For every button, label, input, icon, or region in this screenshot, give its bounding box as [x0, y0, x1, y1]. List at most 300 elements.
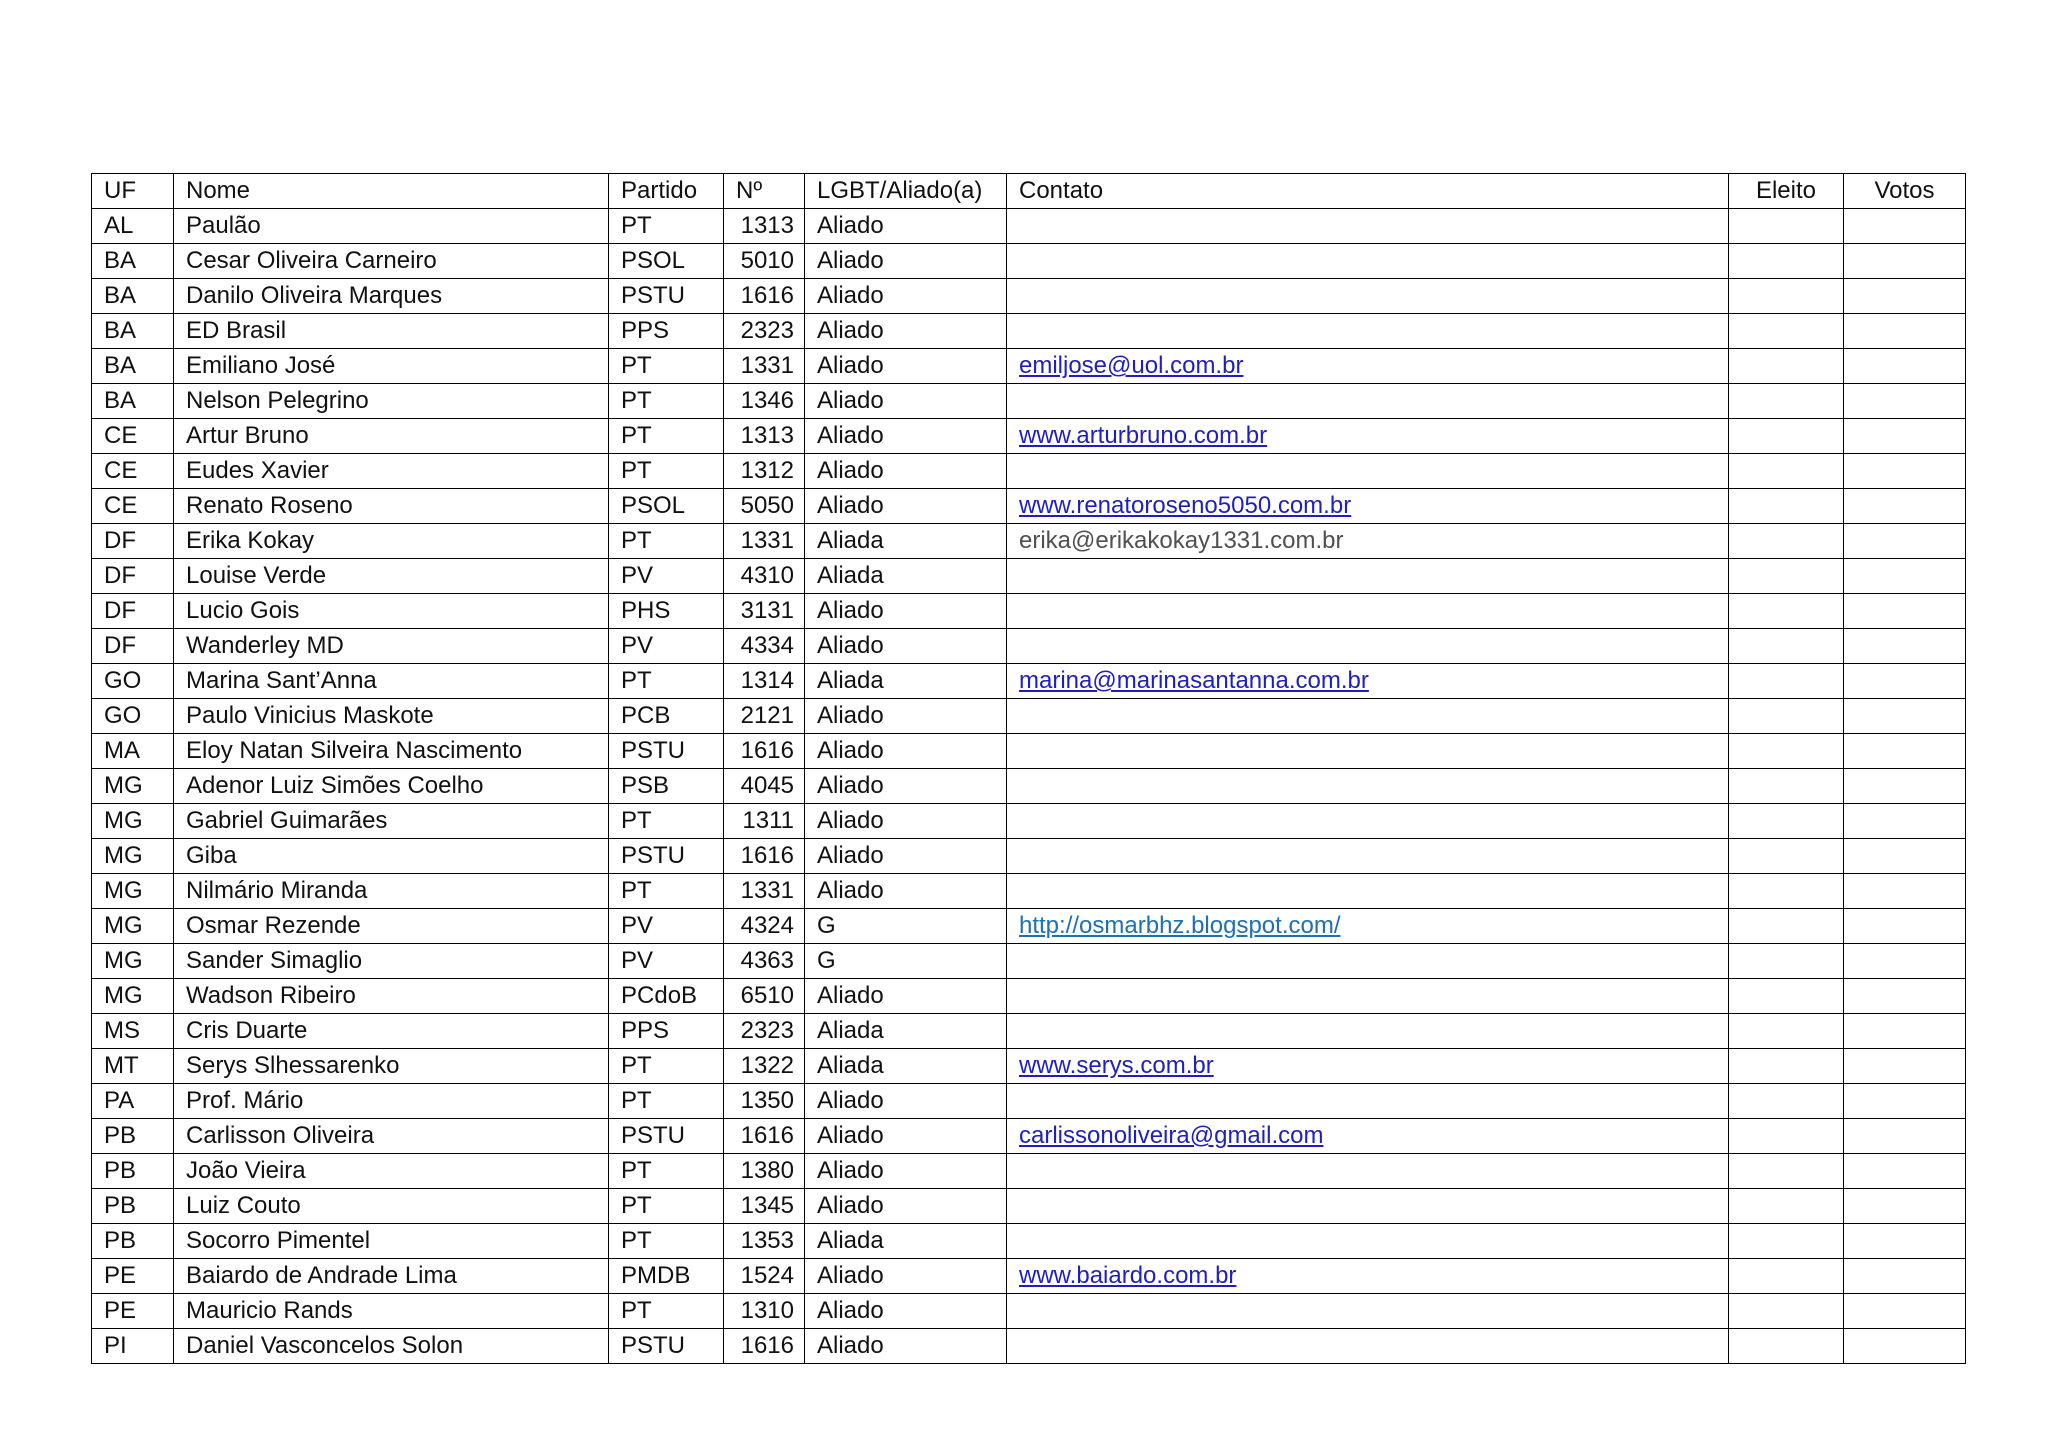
cell-nome: Paulão — [174, 209, 609, 244]
cell-eleito — [1729, 1084, 1844, 1119]
cell-numero: 4045 — [724, 769, 805, 804]
cell-partido: PSTU — [609, 734, 724, 769]
cell-nome: João Vieira — [174, 1154, 609, 1189]
header-eleito: Eleito — [1729, 174, 1844, 209]
table-row — [92, 629, 1966, 664]
cell-nome: Serys Slhessarenko — [174, 1049, 609, 1084]
contact-text: erika@erikakokay1331.com.br — [1019, 527, 1344, 554]
cell-lgbt: Aliado — [805, 1084, 1007, 1119]
cell-partido: PV — [609, 559, 724, 594]
table-row — [92, 244, 1966, 279]
cell-uf: MG — [92, 769, 174, 804]
cell-lgbt: Aliado — [805, 279, 1007, 314]
table-row — [92, 1259, 1966, 1294]
cell-uf: PB — [92, 1224, 174, 1259]
cell-contato — [1007, 244, 1729, 279]
header-numero: Nº — [724, 174, 805, 209]
cell-partido: PT — [609, 874, 724, 909]
cell-numero: 1524 — [724, 1259, 805, 1294]
header-contato: Contato — [1007, 174, 1729, 209]
cell-partido: PSOL — [609, 244, 724, 279]
cell-votos — [1844, 524, 1966, 559]
cell-votos — [1844, 1294, 1966, 1329]
cell-eleito — [1729, 489, 1844, 524]
cell-partido: PT — [609, 1154, 724, 1189]
cell-contato — [1007, 419, 1729, 454]
cell-partido: PT — [609, 349, 724, 384]
cell-lgbt: Aliado — [805, 1189, 1007, 1224]
cell-lgbt: Aliado — [805, 454, 1007, 489]
table-row — [92, 524, 1966, 559]
cell-contato — [1007, 944, 1729, 979]
cell-eleito — [1729, 314, 1844, 349]
cell-uf: CE — [92, 454, 174, 489]
cell-nome: Wadson Ribeiro — [174, 979, 609, 1014]
cell-lgbt: Aliada — [805, 524, 1007, 559]
cell-nome: Gabriel Guimarães — [174, 804, 609, 839]
cell-partido: PT — [609, 804, 724, 839]
table-row — [92, 699, 1966, 734]
cell-votos — [1844, 349, 1966, 384]
cell-lgbt: Aliado — [805, 629, 1007, 664]
cell-uf: DF — [92, 594, 174, 629]
cell-lgbt: Aliado — [805, 1329, 1007, 1364]
cell-eleito — [1729, 874, 1844, 909]
cell-nome: Carlisson Oliveira — [174, 1119, 609, 1154]
cell-numero: 2323 — [724, 1014, 805, 1049]
cell-eleito — [1729, 524, 1844, 559]
cell-partido: PT — [609, 209, 724, 244]
cell-partido: PSB — [609, 769, 724, 804]
cell-lgbt: Aliado — [805, 349, 1007, 384]
contact-link[interactable]: www.baiardo.com.br — [1019, 1262, 1237, 1289]
cell-eleito — [1729, 1049, 1844, 1084]
cell-partido: PSTU — [609, 1329, 724, 1364]
cell-votos — [1844, 839, 1966, 874]
cell-nome: Louise Verde — [174, 559, 609, 594]
cell-lgbt: Aliado — [805, 1154, 1007, 1189]
cell-eleito — [1729, 1189, 1844, 1224]
header-nome: Nome — [174, 174, 609, 209]
cell-nome: Eloy Natan Silveira Nascimento — [174, 734, 609, 769]
cell-eleito — [1729, 664, 1844, 699]
cell-contato — [1007, 874, 1729, 909]
cell-partido: PHS — [609, 594, 724, 629]
table-row — [92, 1119, 1966, 1154]
cell-eleito — [1729, 1224, 1844, 1259]
cell-lgbt: Aliado — [805, 419, 1007, 454]
cell-eleito — [1729, 279, 1844, 314]
cell-votos — [1844, 209, 1966, 244]
cell-votos — [1844, 384, 1966, 419]
cell-numero: 1616 — [724, 1119, 805, 1154]
cell-numero: 1350 — [724, 1084, 805, 1119]
cell-contato — [1007, 594, 1729, 629]
cell-partido: PT — [609, 1189, 724, 1224]
cell-contato — [1007, 1329, 1729, 1364]
cell-uf: CE — [92, 419, 174, 454]
cell-lgbt: Aliado — [805, 769, 1007, 804]
cell-uf: PB — [92, 1189, 174, 1224]
table-row — [92, 839, 1966, 874]
cell-votos — [1844, 314, 1966, 349]
table-row — [92, 1154, 1966, 1189]
cell-votos — [1844, 1154, 1966, 1189]
cell-uf: BA — [92, 244, 174, 279]
cell-numero: 1616 — [724, 734, 805, 769]
cell-eleito — [1729, 804, 1844, 839]
cell-lgbt: Aliado — [805, 314, 1007, 349]
cell-votos — [1844, 909, 1966, 944]
cell-votos — [1844, 734, 1966, 769]
cell-uf: GO — [92, 699, 174, 734]
table-row — [92, 769, 1966, 804]
cell-votos — [1844, 664, 1966, 699]
cell-votos — [1844, 629, 1966, 664]
cell-numero: 1380 — [724, 1154, 805, 1189]
table-row — [92, 454, 1966, 489]
cell-contato — [1007, 1049, 1729, 1084]
cell-contato — [1007, 1119, 1729, 1154]
cell-votos — [1844, 559, 1966, 594]
cell-votos — [1844, 419, 1966, 454]
cell-lgbt: G — [805, 909, 1007, 944]
cell-numero: 1331 — [724, 524, 805, 559]
table-row — [92, 314, 1966, 349]
cell-eleito — [1729, 1119, 1844, 1154]
cell-votos — [1844, 944, 1966, 979]
cell-nome: Nelson Pelegrino — [174, 384, 609, 419]
cell-uf: GO — [92, 664, 174, 699]
cell-eleito — [1729, 909, 1844, 944]
cell-eleito — [1729, 734, 1844, 769]
cell-partido: PT — [609, 664, 724, 699]
cell-eleito — [1729, 1014, 1844, 1049]
cell-contato — [1007, 699, 1729, 734]
cell-uf: PB — [92, 1119, 174, 1154]
cell-contato — [1007, 314, 1729, 349]
cell-contato — [1007, 559, 1729, 594]
cell-partido: PMDB — [609, 1259, 724, 1294]
cell-uf: PE — [92, 1259, 174, 1294]
cell-partido: PPS — [609, 314, 724, 349]
cell-eleito — [1729, 559, 1844, 594]
cell-nome: Daniel Vasconcelos Solon — [174, 1329, 609, 1364]
table-row — [92, 1084, 1966, 1119]
cell-contato — [1007, 839, 1729, 874]
cell-uf: MG — [92, 944, 174, 979]
cell-numero: 4310 — [724, 559, 805, 594]
cell-contato — [1007, 524, 1729, 559]
candidates-table — [91, 173, 1966, 1364]
cell-nome: Wanderley MD — [174, 629, 609, 664]
cell-nome: ED Brasil — [174, 314, 609, 349]
cell-numero: 1314 — [724, 664, 805, 699]
cell-partido: PT — [609, 1294, 724, 1329]
cell-votos — [1844, 699, 1966, 734]
cell-numero: 2121 — [724, 699, 805, 734]
cell-eleito — [1729, 454, 1844, 489]
header-partido: Partido — [609, 174, 724, 209]
cell-lgbt: Aliado — [805, 699, 1007, 734]
cell-partido: PSOL — [609, 489, 724, 524]
table-row — [92, 559, 1966, 594]
cell-votos — [1844, 1084, 1966, 1119]
table-row — [92, 979, 1966, 1014]
table-row — [92, 349, 1966, 384]
cell-lgbt: Aliado — [805, 594, 1007, 629]
cell-votos — [1844, 1259, 1966, 1294]
cell-partido: PV — [609, 944, 724, 979]
cell-contato — [1007, 1014, 1729, 1049]
cell-numero: 1616 — [724, 839, 805, 874]
cell-votos — [1844, 1224, 1966, 1259]
cell-contato — [1007, 804, 1729, 839]
cell-numero: 1346 — [724, 384, 805, 419]
cell-numero: 1322 — [724, 1049, 805, 1084]
cell-uf: MT — [92, 1049, 174, 1084]
cell-nome: Lucio Gois — [174, 594, 609, 629]
cell-votos — [1844, 1014, 1966, 1049]
cell-contato — [1007, 454, 1729, 489]
cell-uf: AL — [92, 209, 174, 244]
table-header-row — [92, 174, 1966, 209]
cell-contato — [1007, 384, 1729, 419]
cell-votos — [1844, 594, 1966, 629]
cell-numero: 6510 — [724, 979, 805, 1014]
table-row — [92, 1224, 1966, 1259]
cell-contato — [1007, 279, 1729, 314]
cell-eleito — [1729, 244, 1844, 279]
cell-numero: 5050 — [724, 489, 805, 524]
cell-partido: PT — [609, 454, 724, 489]
cell-nome: Marina Sant’Anna — [174, 664, 609, 699]
table-row — [92, 384, 1966, 419]
cell-lgbt: Aliado — [805, 804, 1007, 839]
cell-votos — [1844, 279, 1966, 314]
cell-numero: 1313 — [724, 209, 805, 244]
cell-nome: Eudes Xavier — [174, 454, 609, 489]
table-row — [92, 944, 1966, 979]
cell-nome: Cris Duarte — [174, 1014, 609, 1049]
table-row — [92, 1329, 1966, 1364]
cell-votos — [1844, 979, 1966, 1014]
cell-lgbt: Aliado — [805, 874, 1007, 909]
cell-lgbt: Aliado — [805, 839, 1007, 874]
cell-nome: Luiz Couto — [174, 1189, 609, 1224]
cell-votos — [1844, 1119, 1966, 1154]
cell-uf: BA — [92, 384, 174, 419]
cell-numero: 1310 — [724, 1294, 805, 1329]
cell-lgbt: Aliado — [805, 1259, 1007, 1294]
cell-nome: Renato Roseno — [174, 489, 609, 524]
table-row — [92, 279, 1966, 314]
cell-eleito — [1729, 594, 1844, 629]
cell-contato — [1007, 1154, 1729, 1189]
cell-votos — [1844, 874, 1966, 909]
cell-lgbt: Aliada — [805, 1014, 1007, 1049]
cell-uf: BA — [92, 314, 174, 349]
cell-partido: PV — [609, 629, 724, 664]
cell-votos — [1844, 1189, 1966, 1224]
cell-numero: 1313 — [724, 419, 805, 454]
cell-numero: 2323 — [724, 314, 805, 349]
cell-uf: PB — [92, 1154, 174, 1189]
cell-nome: Paulo Vinicius Maskote — [174, 699, 609, 734]
cell-contato — [1007, 734, 1729, 769]
contact-link[interactable]: emiljose@uol.com.br — [1019, 352, 1244, 379]
cell-nome: Erika Kokay — [174, 524, 609, 559]
cell-numero: 4334 — [724, 629, 805, 664]
contact-link[interactable]: http://osmarbhz.blogspot.com/ — [1019, 912, 1341, 939]
cell-contato — [1007, 979, 1729, 1014]
cell-uf: MG — [92, 839, 174, 874]
cell-numero: 1312 — [724, 454, 805, 489]
cell-nome: Nilmário Miranda — [174, 874, 609, 909]
cell-contato — [1007, 1224, 1729, 1259]
cell-nome: Cesar Oliveira Carneiro — [174, 244, 609, 279]
cell-partido: PT — [609, 524, 724, 559]
table-row — [92, 594, 1966, 629]
cell-eleito — [1729, 209, 1844, 244]
cell-partido: PPS — [609, 1014, 724, 1049]
contact-link[interactable]: www.renatoroseno5050.com.br — [1019, 492, 1352, 519]
cell-uf: MS — [92, 1014, 174, 1049]
cell-numero: 1311 — [724, 804, 805, 839]
cell-partido: PT — [609, 1049, 724, 1084]
cell-uf: PI — [92, 1329, 174, 1364]
cell-votos — [1844, 244, 1966, 279]
cell-eleito — [1729, 384, 1844, 419]
cell-contato — [1007, 769, 1729, 804]
cell-uf: MG — [92, 979, 174, 1014]
cell-lgbt: Aliado — [805, 209, 1007, 244]
cell-lgbt: Aliado — [805, 384, 1007, 419]
cell-uf: PE — [92, 1294, 174, 1329]
cell-numero: 1353 — [724, 1224, 805, 1259]
cell-eleito — [1729, 629, 1844, 664]
table-row — [92, 209, 1966, 244]
cell-contato — [1007, 209, 1729, 244]
cell-partido: PT — [609, 419, 724, 454]
cell-contato — [1007, 1294, 1729, 1329]
cell-uf: DF — [92, 524, 174, 559]
table-row — [92, 874, 1966, 909]
cell-votos — [1844, 489, 1966, 524]
cell-lgbt: Aliado — [805, 489, 1007, 524]
cell-uf: CE — [92, 489, 174, 524]
cell-numero: 4324 — [724, 909, 805, 944]
cell-nome: Socorro Pimentel — [174, 1224, 609, 1259]
cell-uf: PA — [92, 1084, 174, 1119]
cell-partido: PCB — [609, 699, 724, 734]
table-row — [92, 804, 1966, 839]
cell-lgbt: Aliado — [805, 244, 1007, 279]
cell-votos — [1844, 1049, 1966, 1084]
table-body — [92, 209, 1966, 1364]
cell-numero: 1616 — [724, 1329, 805, 1364]
cell-uf: MG — [92, 874, 174, 909]
contact-link[interactable]: www.arturbruno.com.br — [1019, 422, 1268, 449]
cell-uf: DF — [92, 629, 174, 664]
table-row — [92, 1189, 1966, 1224]
cell-partido: PSTU — [609, 839, 724, 874]
cell-eleito — [1729, 769, 1844, 804]
cell-lgbt: Aliada — [805, 1049, 1007, 1084]
cell-partido: PCdoB — [609, 979, 724, 1014]
cell-numero: 3131 — [724, 594, 805, 629]
table-row — [92, 1049, 1966, 1084]
cell-lgbt: Aliado — [805, 1119, 1007, 1154]
cell-partido: PSTU — [609, 279, 724, 314]
cell-nome: Prof. Mário — [174, 1084, 609, 1119]
cell-lgbt: Aliada — [805, 559, 1007, 594]
cell-contato — [1007, 1259, 1729, 1294]
cell-contato — [1007, 349, 1729, 384]
contact-link[interactable]: marina@marinasantanna.com.br — [1019, 667, 1369, 694]
cell-numero: 4363 — [724, 944, 805, 979]
cell-lgbt: Aliada — [805, 1224, 1007, 1259]
cell-uf: BA — [92, 279, 174, 314]
cell-nome: Mauricio Rands — [174, 1294, 609, 1329]
cell-partido: PT — [609, 1224, 724, 1259]
cell-contato — [1007, 629, 1729, 664]
table-row — [92, 664, 1966, 699]
cell-lgbt: Aliado — [805, 734, 1007, 769]
contact-link[interactable]: www.serys.com.br — [1019, 1052, 1214, 1079]
cell-votos — [1844, 804, 1966, 839]
cell-eleito — [1729, 419, 1844, 454]
cell-nome: Sander Simaglio — [174, 944, 609, 979]
contact-link[interactable]: carlissonoliveira@gmail.com — [1019, 1122, 1324, 1149]
cell-nome: Emiliano José — [174, 349, 609, 384]
table-row — [92, 1014, 1966, 1049]
header-votos: Votos — [1844, 174, 1966, 209]
cell-partido: PT — [609, 1084, 724, 1119]
cell-lgbt: Aliado — [805, 1294, 1007, 1329]
cell-partido: PSTU — [609, 1119, 724, 1154]
cell-votos — [1844, 1329, 1966, 1364]
cell-numero: 1616 — [724, 279, 805, 314]
table-row — [92, 419, 1966, 454]
cell-uf: MG — [92, 909, 174, 944]
cell-numero: 1331 — [724, 874, 805, 909]
cell-nome: Adenor Luiz Simões Coelho — [174, 769, 609, 804]
cell-contato — [1007, 664, 1729, 699]
cell-votos — [1844, 454, 1966, 489]
table-row — [92, 1294, 1966, 1329]
cell-eleito — [1729, 839, 1844, 874]
cell-numero: 5010 — [724, 244, 805, 279]
cell-uf: MA — [92, 734, 174, 769]
cell-uf: DF — [92, 559, 174, 594]
cell-nome: Osmar Rezende — [174, 909, 609, 944]
cell-eleito — [1729, 979, 1844, 1014]
cell-numero: 1331 — [724, 349, 805, 384]
cell-lgbt: Aliado — [805, 979, 1007, 1014]
cell-partido: PV — [609, 909, 724, 944]
table-row — [92, 734, 1966, 769]
table-row — [92, 489, 1966, 524]
header-lgbt: LGBT/Aliado(a) — [805, 174, 1007, 209]
cell-uf: BA — [92, 349, 174, 384]
cell-contato — [1007, 489, 1729, 524]
cell-numero: 1345 — [724, 1189, 805, 1224]
cell-eleito — [1729, 1329, 1844, 1364]
cell-contato — [1007, 1189, 1729, 1224]
cell-nome: Baiardo de Andrade Lima — [174, 1259, 609, 1294]
table-row — [92, 909, 1966, 944]
